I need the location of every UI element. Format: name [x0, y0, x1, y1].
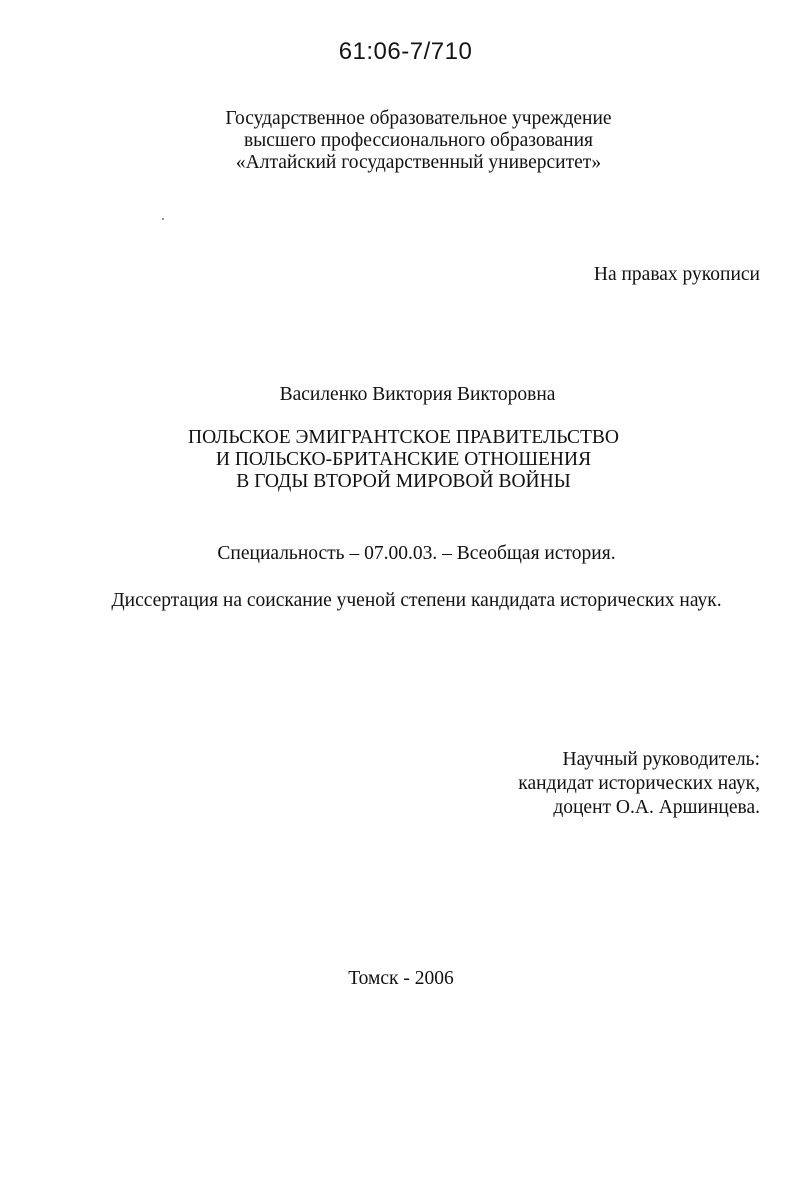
supervisor-line: доцент О.А. Аршинцева. — [553, 797, 760, 818]
dissertation-title — [0, 427, 797, 493]
shelfmark-code: 61:06-7/710 — [338, 38, 473, 65]
institution-block — [0, 108, 797, 174]
title-line: В ГОДЫ ВТОРОЙ МИРОВОЙ ВОЙНЫ — [236, 471, 571, 492]
supervisor-line: Научный руководитель: — [562, 749, 760, 770]
supervisor-line: кандидат исторических наук, — [518, 773, 760, 794]
title-line: И ПОЛЬСКО-БРИТАНСКИЕ ОТНОШЕНИЯ — [215, 449, 592, 470]
rights-note: На правах рукописи — [593, 264, 760, 285]
institution-line: высшего профессионального образования — [243, 130, 594, 151]
title-line: ПОЛЬСКОЕ ЭМИГРАНТСКОЕ ПРАВИТЕЛЬСТВО — [187, 427, 620, 448]
specialty-line: Специальность – 07.00.03. – Всеобщая история. — [217, 543, 616, 564]
degree-line: Диссертация на соискание ученой степени кандидата исторических наук. — [111, 590, 722, 611]
author-name: Василенко Виктория Викторовна — [279, 384, 556, 405]
city-year: Томск - 2006 — [348, 968, 454, 989]
scan-speck — [162, 218, 164, 220]
institution-line: Государственное образовательное учреждение — [225, 108, 612, 129]
supervisor-block — [518, 748, 760, 820]
institution-line: «Алтайский государственный университет» — [235, 152, 602, 173]
